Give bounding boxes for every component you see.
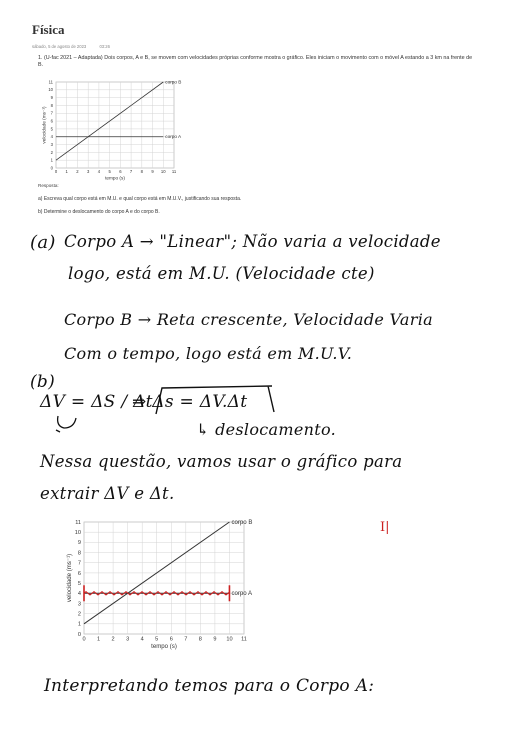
y-tick-label: 2 [50, 149, 53, 155]
x-tick-label: 3 [87, 169, 90, 175]
answer-label: Resposta: [38, 183, 59, 188]
hw-line-4: Com o tempo, logo está em M.U.V. [64, 344, 353, 363]
y-tick-label: 8 [77, 550, 81, 557]
x-tick-label: 2 [76, 169, 79, 175]
y-tick-label: 0 [50, 165, 53, 171]
y-tick-label: 5 [50, 126, 53, 132]
y-tick-label: 5 [77, 580, 81, 587]
y-tick-label: 9 [77, 540, 81, 547]
x-tick-label: 6 [119, 169, 122, 175]
y-tick-label: 7 [77, 560, 81, 567]
x-tick-label: 0 [54, 169, 58, 175]
y-tick-label: 3 [77, 601, 81, 608]
y-tick-label: 1 [77, 621, 81, 628]
hw-line-6: extrair ΔV e Δt. [40, 484, 175, 503]
red-mark: I| [380, 520, 390, 535]
x-tick-label: 5 [108, 169, 111, 175]
hw-label-a: (a) [30, 232, 56, 253]
x-tick-label: 4 [97, 169, 101, 175]
y-tick-label: 3 [50, 141, 53, 147]
page-title: Física [32, 22, 65, 37]
series-label: corpo A [231, 590, 253, 598]
y-tick-label: 10 [74, 530, 81, 537]
x-tick-label: 9 [151, 169, 154, 175]
y-axis-label: velocidade (ms⁻¹) [65, 553, 73, 603]
y-axis-label: velocidade (ms⁻¹) [41, 106, 47, 144]
hw-label-b: (b) [30, 372, 56, 392]
x-tick-label: 10 [160, 169, 166, 175]
item-a-text: a) Escreva qual corpo está em M.U. e qual corpo está em M.U.V., justificando sua resposta. [38, 196, 242, 202]
hw-line-5: Nessa questão, vamos usar o gráfico para [40, 452, 403, 471]
y-tick-label: 1 [50, 157, 53, 163]
x-axis-label: tempo (s) [105, 175, 125, 181]
question-chart [34, 76, 194, 184]
y-tick-label: 6 [50, 118, 53, 124]
hw-line-1: Corpo A → "Linear"; Não varia a velocidade [64, 232, 441, 251]
hw-line-7: Interpretando temos para o Corpo A: [44, 676, 375, 696]
hw-arrow-loop [54, 414, 84, 434]
y-tick-label: 9 [50, 95, 53, 101]
page-time: 03:26 [99, 44, 110, 49]
x-tick-label: 3 [126, 636, 130, 643]
hw-line-3: Corpo B → Reta crescente, Velocidade Varia [64, 310, 433, 329]
hw-formula-2: ⇒ Δs = ΔV.Δt [132, 392, 248, 412]
x-tick-label: 7 [129, 169, 133, 175]
x-tick-label: 11 [241, 636, 247, 643]
x-tick-label: 8 [198, 636, 202, 643]
x-tick-label: 6 [169, 636, 173, 643]
hw-line-2: logo, está em M.U. (Velocidade cte) [68, 264, 375, 283]
x-tick-label: 1 [65, 169, 68, 175]
series-label: corpo B [165, 79, 182, 85]
question-text: 1. (U-fac 2021 – Adaptada) Dois corpos, A e B, se movem com velocidades próprias conforme mostra o gráfico. Eles iniciam o movimento com o móvel A estando a 3 km na frente de B. [38, 55, 473, 68]
y-tick-label: 0 [77, 631, 81, 638]
y-tick-label: 2 [77, 611, 81, 618]
series-label: corpo B [231, 518, 253, 526]
page-meta [32, 44, 110, 49]
hw-formula-box [150, 384, 280, 418]
y-tick-label: 4 [77, 591, 81, 598]
x-tick-label: 5 [155, 636, 159, 643]
y-tick-label: 8 [50, 102, 53, 108]
plot-area [84, 522, 244, 634]
x-tick-label: 10 [226, 636, 233, 643]
x-tick-label: 7 [184, 636, 188, 643]
x-tick-label: 9 [213, 636, 217, 643]
y-tick-label: 7 [50, 110, 53, 116]
x-tick-label: 4 [140, 636, 144, 643]
y-tick-label: 6 [77, 570, 81, 577]
hw-deslocamento: ↳ deslocamento. [196, 420, 336, 439]
x-tick-label: 1 [96, 636, 101, 643]
x-axis-label: tempo (s) [151, 643, 177, 651]
plot-area [56, 82, 174, 168]
hw-formula-1: ΔV = ΔS / Δt [40, 392, 153, 412]
x-tick-label: 11 [171, 169, 177, 175]
annotated-chart [58, 516, 298, 658]
x-tick-label: 2 [111, 636, 115, 643]
item-b-text: b) Determine o deslocamento do corpo A e do corpo B. [38, 209, 160, 215]
x-tick-label: 8 [140, 169, 143, 175]
y-tick-label: 10 [48, 87, 53, 93]
page-date: sábado, 5 de agosto de 2023 [32, 44, 87, 49]
x-tick-label: 0 [82, 636, 86, 643]
series-label: corpo A [165, 134, 182, 140]
y-tick-label: 11 [75, 519, 81, 526]
y-tick-label: 11 [48, 79, 53, 85]
y-tick-label: 4 [50, 134, 53, 140]
